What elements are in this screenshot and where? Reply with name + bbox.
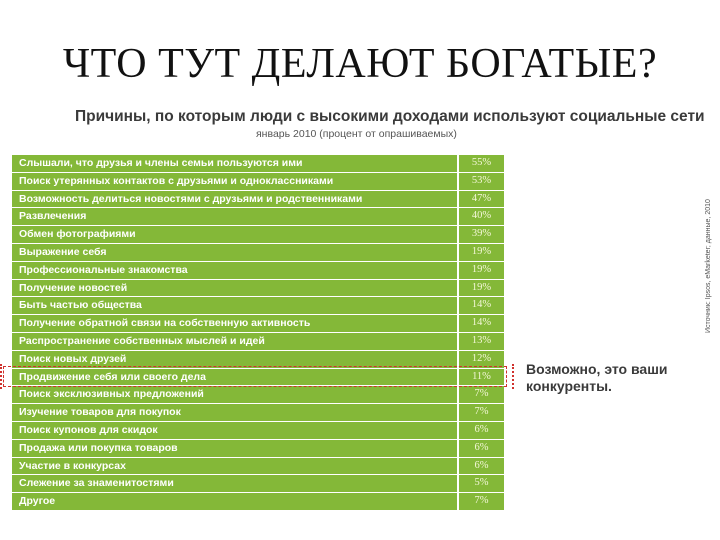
callout-text: Возможно, это ваши конкуренты. [526, 361, 668, 394]
row-label: Поиск купонов для скидок [12, 422, 459, 439]
row-percent: 55% [471, 157, 492, 168]
row-percent: 6% [474, 423, 489, 435]
table-row [12, 493, 504, 511]
row-percent: 53% [471, 174, 492, 186]
row-percent: 47% [471, 192, 492, 204]
table-row [12, 297, 504, 315]
row-percent: 13% [471, 334, 492, 346]
row-percent: 6% [474, 459, 489, 471]
table-row [12, 208, 504, 226]
table-row [12, 173, 504, 191]
row-label: Профессиональные знакомства [12, 262, 459, 279]
source-text: Источник: Ipsos, eMarketer; данные, 2010 [705, 199, 712, 333]
row-percent: 19% [471, 281, 492, 293]
table-row [12, 262, 504, 280]
table-row [12, 226, 504, 244]
row-percent: 14% [471, 299, 492, 311]
row-label: Изучение товаров для покупок [12, 404, 459, 421]
source-note [695, 183, 712, 333]
row-percent: 7% [474, 406, 489, 418]
row-label: Получение обратной связи на собственную активность [12, 315, 459, 332]
row-label: Слышали, что друзья и члены семьи пользуются ими [12, 155, 459, 172]
row-label: Другое [12, 493, 459, 510]
table-row [12, 280, 504, 298]
row-label: Быть частью общества [12, 297, 459, 314]
row-label: Поиск новых друзей [12, 351, 459, 368]
row-label: Получение новостей [12, 280, 459, 297]
row-label: Продажа или покупка товаров [12, 440, 459, 457]
table-row [12, 458, 504, 476]
row-label: Возможность делиться новостями с друзьями и родственниками [12, 191, 459, 208]
row-label: Выражение себя [12, 244, 459, 261]
table-row [12, 155, 504, 173]
table-row [12, 333, 504, 351]
table-subtitle: Причины, по которым люди с высокими доходами используют социальные сети [75, 108, 705, 125]
row-percent: 7% [474, 388, 489, 400]
row-label: Продвижение себя или своего дела [12, 369, 459, 386]
table-row [12, 386, 504, 404]
row-label: Развлечения [12, 208, 459, 225]
row-percent: 12% [471, 352, 492, 364]
table-row [12, 244, 504, 262]
highlight-frame [3, 366, 507, 387]
row-percent: 40% [471, 210, 492, 222]
row-percent: 39% [471, 228, 492, 240]
slide-title: ЧТО ТУТ ДЕЛАЮТ БОГАТЫЕ? [62, 41, 658, 87]
row-percent: 5% [474, 477, 489, 489]
row-label: Распространение собственных мыслей и идей [12, 333, 459, 350]
table-row [12, 191, 504, 209]
table-row [12, 315, 504, 333]
highlight-right-bracket [506, 364, 514, 389]
row-label: Поиск эксклюзивных предложений [12, 386, 459, 403]
date-note: январь 2010 (процент от опрашиваемых) [256, 128, 457, 140]
row-label: Участие в конкурсах [12, 458, 459, 475]
survey-table [12, 155, 504, 511]
row-percent: 11% [472, 370, 491, 382]
row-label: Слежение за знаменитостями [12, 475, 459, 492]
row-percent: 19% [471, 245, 492, 257]
table-row [12, 422, 504, 440]
row-label: Обмен фотографиями [12, 226, 459, 243]
row-percent: 7% [474, 495, 489, 507]
row-percent: 19% [471, 263, 492, 275]
row-label: Поиск утерянных контактов с друзьями и одноклассниками [12, 173, 459, 190]
highlight-left-bracket [0, 364, 8, 389]
table-row [12, 475, 504, 493]
table-row [12, 440, 504, 458]
row-percent: 14% [471, 317, 492, 329]
table-row [12, 404, 504, 422]
row-percent: 6% [474, 441, 489, 453]
